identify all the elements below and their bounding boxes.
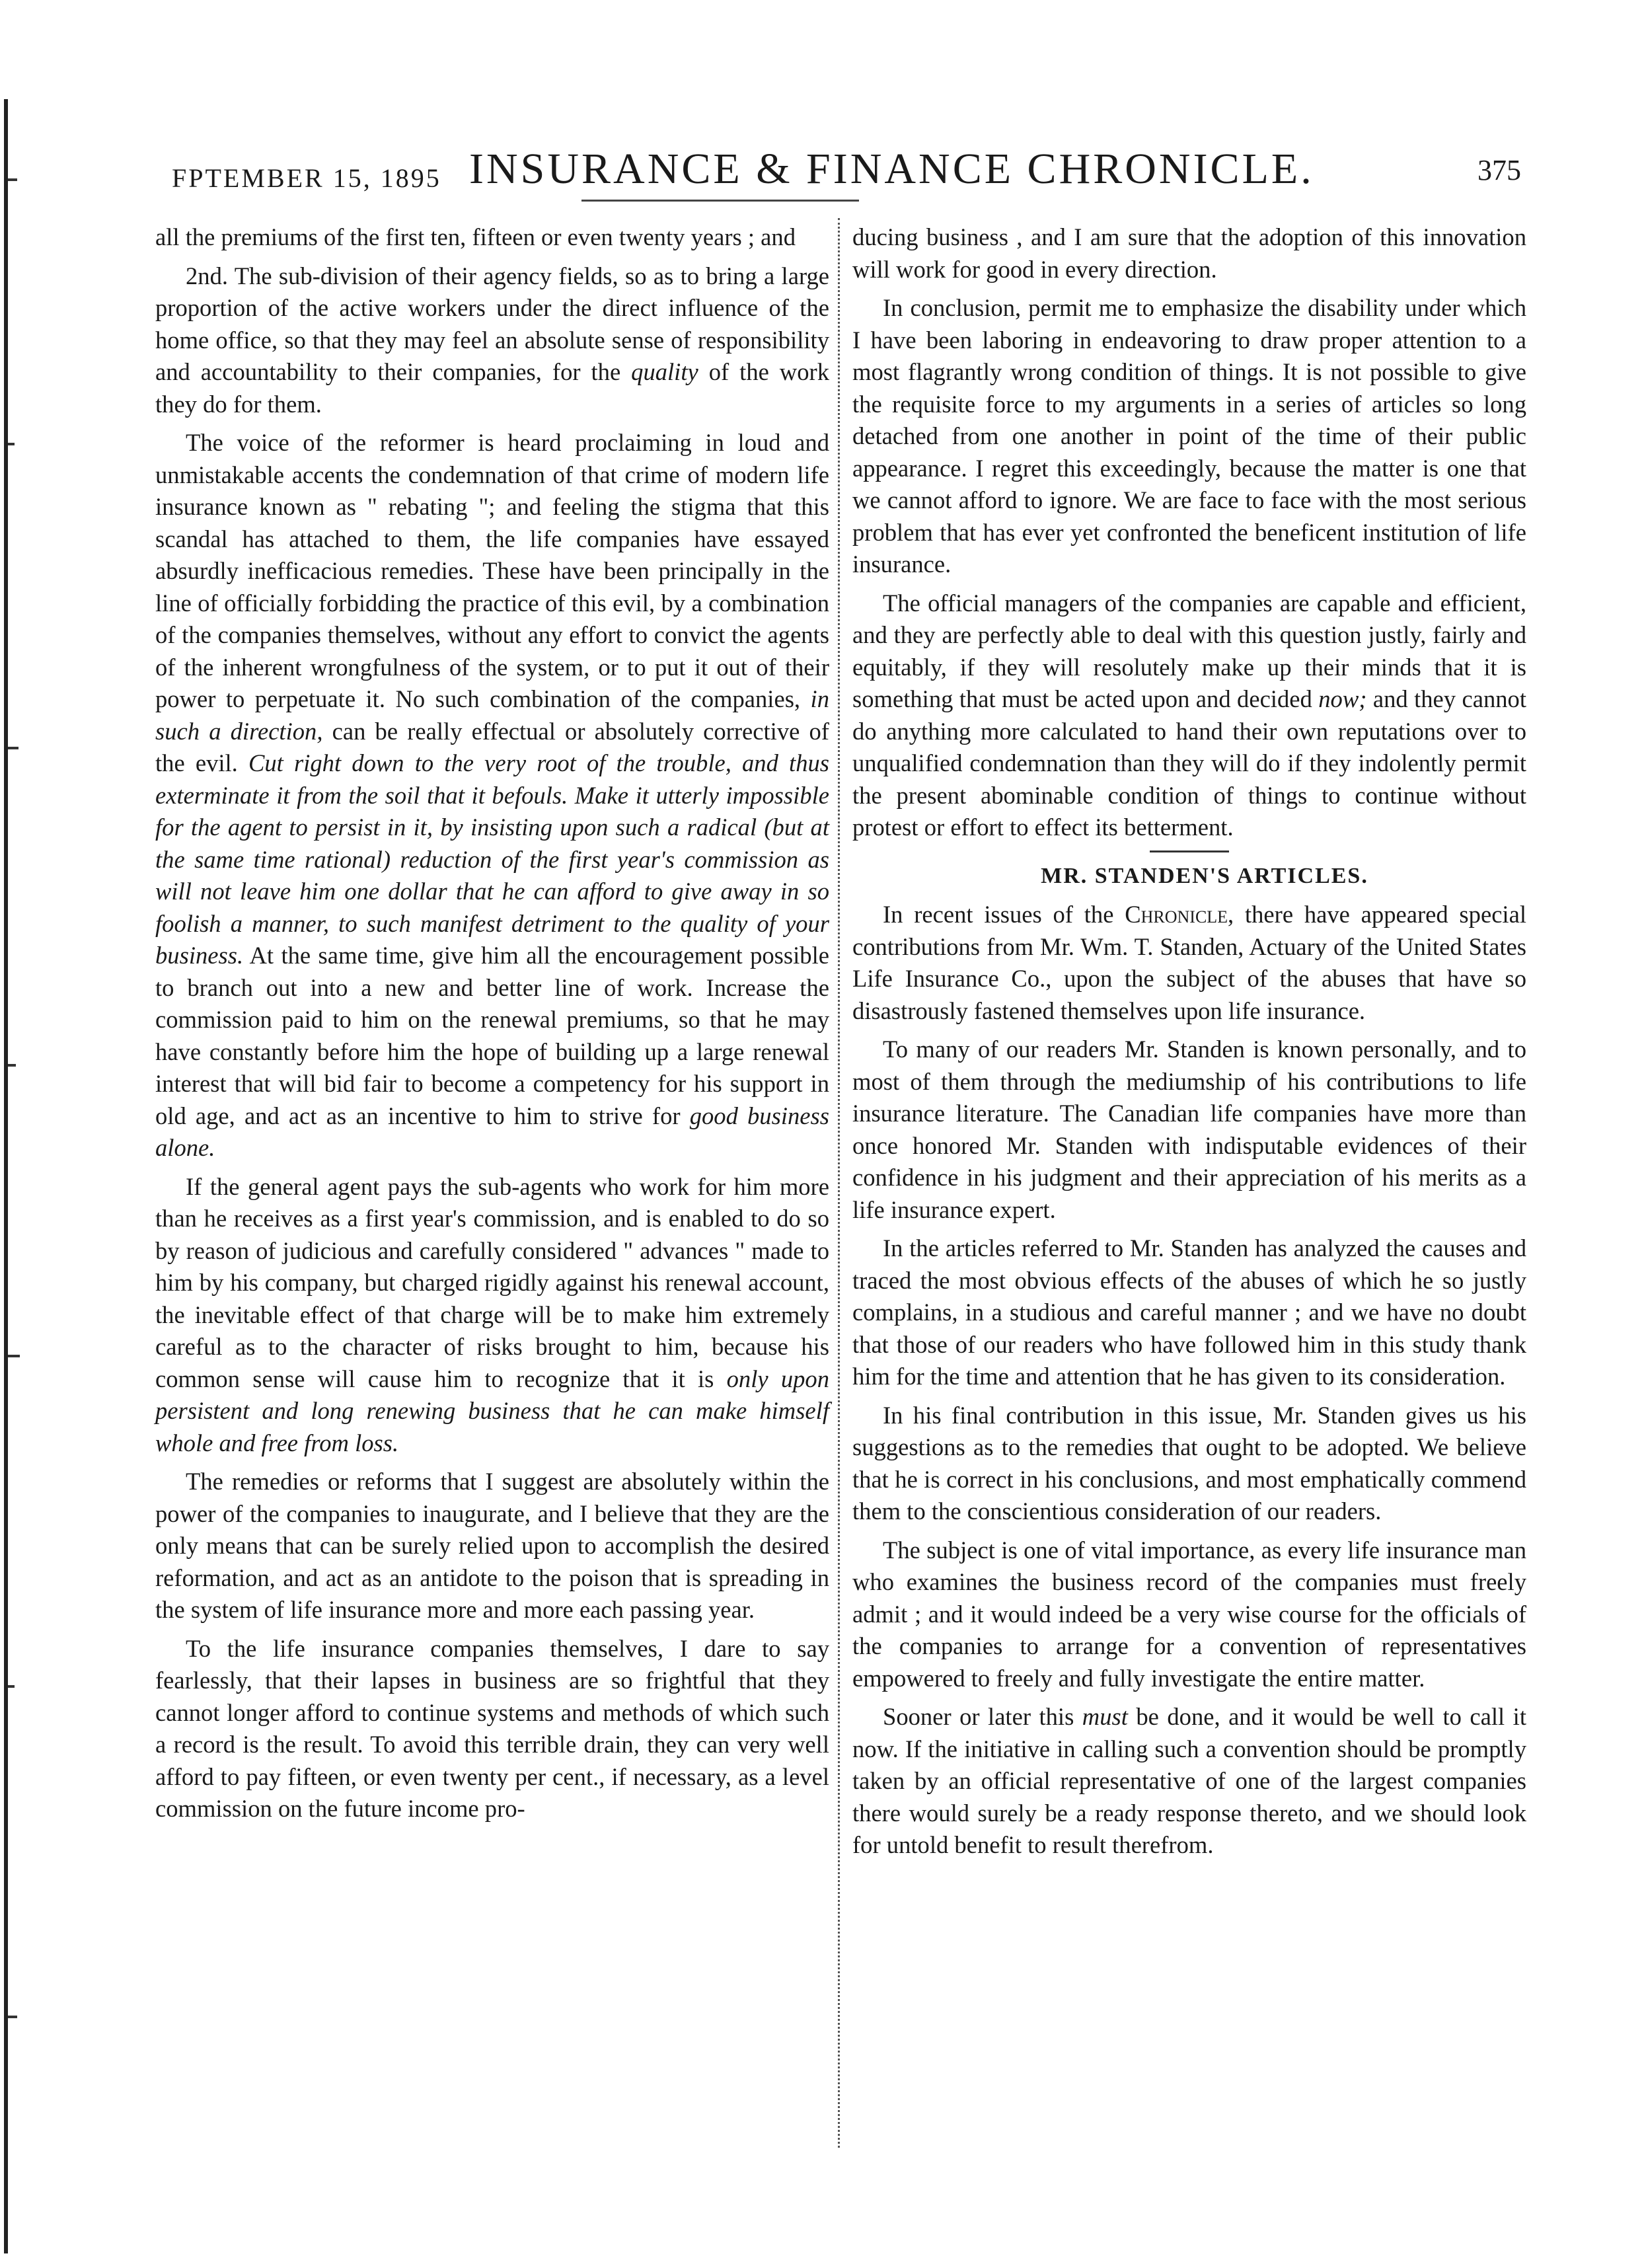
paragraph: The remedies or reforms that I suggest are absolutely within the power of the companies to inaugurate, and I believe that they are the only means that can be surely relied upon to accomplish the desired reformation, and act as an antidote to the poison that is spreading in the system of life insurance more and more each passing year. [155,1468,829,1623]
paragraph: In his final contribution in this issue, Mr. Standen gives us his suggestions as to the remedies that ought to be adopted. We believe that he is correct in his conclusions, and most emphatically commend them to the conscientious consideration of our readers. [852,1401,1526,1525]
left-column [155,221,829,1832]
issue-date: FPTEMBER 15, 1895 [172,163,441,193]
paragraph: If the general agent pays the sub-agents who work for him more than he receives as a first year's commission, and is enabled to do so by reason of judicious and carefully considered " advances " made to him by his company, but charged rigidly against his renewal account, the inevitable effect of that charge will be to make him extremely careful as to the character of risks brought to him, because his common sense will cause him to recognize that it is only upon persistent and long renewing business that he can make himself whole and free from loss. [155,1172,829,1456]
paragraph: The subject is one of vital importance, as every life insurance man who examines the business record of the companies must freely admit ; and it would indeed be a very wise course for the officials of the companies to arrange for a convention of representatives empowered to freely and fully investigate the entire matter. [852,1536,1526,1692]
header-rule [581,200,859,202]
journal-title: INSURANCE & FINANCE CHRONICLE. [469,145,1314,193]
paragraph: In conclusion, permit me to emphasize the disability under which I have been laboring in endeavoring to draw proper attention to a most flagrantly wrong condition of things. It is not possible to give the requisite force to my arguments in a series of articles so long detached from one another in point of the time of their public appearance. I regret this exceedingly, because the matter is one that we cannot afford to ignore. We are face to face with the most serious problem that has ever yet confronted the beneficent institution of life insurance. [852,294,1526,578]
paragraph: To the life insurance companies themselves, I dare to say fearlessly, that their lapses in business are so frightful that they cannot longer afford to continue systems and methods of which such a record is the result. To avoid this terrible drain, they can very well afford to pay fifteen, or even twenty per cent., if necessary, as a level commission on the future income pro- [155,1634,829,1822]
paragraph: The official managers of the companies are capable and efficient, and they are perfectly able to deal with this question justly, fairly and equitably, if they will resolutely make up their minds that it is something that must be acted upon and decided now; and they cannot do anything more calculated to hand their own reputations over to unqualified condemnation than they will do if they indolently permit the present abominable condition of things to continue without protest or effort to effect its betterment. [852,589,1526,841]
paragraph: In recent issues of the Chronicle, there have appeared special contributions from Mr. Wm. T. Standen, Actuary of the United States Life Insurance Co., upon the subject of the abuses that have so disastrously fastened themselves upon life insurance. [852,901,1526,1024]
right-column [852,221,1526,1868]
section-rule [1150,850,1229,852]
paragraph: ducing business , and I am sure that the adoption of this innovation will work for good in every direction. [852,223,1526,283]
paragraph: all the premiums of the first ten, fifteen or even twenty years ; and [155,223,796,250]
column-divider [838,218,840,2148]
paragraph: The voice of the reformer is heard proclaiming in loud and unmistakable accents the condemnation of that crime of modern life insurance known as " rebating "; and feeling the stigma that this scandal has attached to them, the life companies have essayed absurdly inefficacious remedies. These have been principally in the line of officially forbidding the practice of this evil, by a combination of the companies themselves, without any effort to convict the agents of the inherent wrongfulness of the system, or to put it out of their power to perpetuate it. No such combination of the companies, in such a direction, can be really effectual or absolutely corrective of the evil. Cut right down to the very root of the trouble, and thus exterminate it from the soil that it befouls. Make it utterly impossible for the agent to persist in it, by insisting upon such a radical (but at the same time rational) reduction of the first year's commission as will not leave him one dollar that he can afford to give away in so foolish a manner, to such manifest detriment to the quality of your business. At the same time, give him all the encouragement possible to branch out into a new and better line of work. Increase the commission paid to him on the renewal premiums, so that he may have constantly before him the hope of building up a large renewal interest that will bid fair to become a competency for his support in old age, and act as an incentive to him to strive for good business alone. [155,429,830,1161]
paragraph: 2nd. The sub-division of their agency fields, so as to bring a large proportion of the active workers under the direct influence of the home office, so that they may feel an absolute sense of responsibility and accountability to their companies, for the quality of the work they do for them. [155,262,829,418]
paragraph: In the articles referred to Mr. Standen has analyzed the causes and traced the most obvious effects of the abuses of which he so justly complains, in a studious and careful manner ; and we have no doubt that those of our readers who have followed him in this study thank him for the time and attention that he has given to its consideration. [852,1234,1526,1390]
page-header [159,144,1533,204]
paragraph: To many of our readers Mr. Standen is known personally, and to most of them through the mediumship of his contributions to life insurance literature. The Canadian life companies have more than once honored Mr. Standen with indisputable evidences of their confidence in his judgment and their appreciation of his merits as a life insurance expert. [852,1036,1526,1223]
section-heading: MR. STANDEN'S ARTICLES. [1041,863,1368,888]
paragraph: Sooner or later this must be done, and it would be well to call it now. If the initiative in calling such a convention should be promptly taken by an official representative of one of the largest companies there would surely be a ready response thereto, and we should look for untold benefit to result therefrom. [852,1703,1526,1858]
page-number: 375 [1477,154,1521,186]
binding-edge [4,99,24,2253]
